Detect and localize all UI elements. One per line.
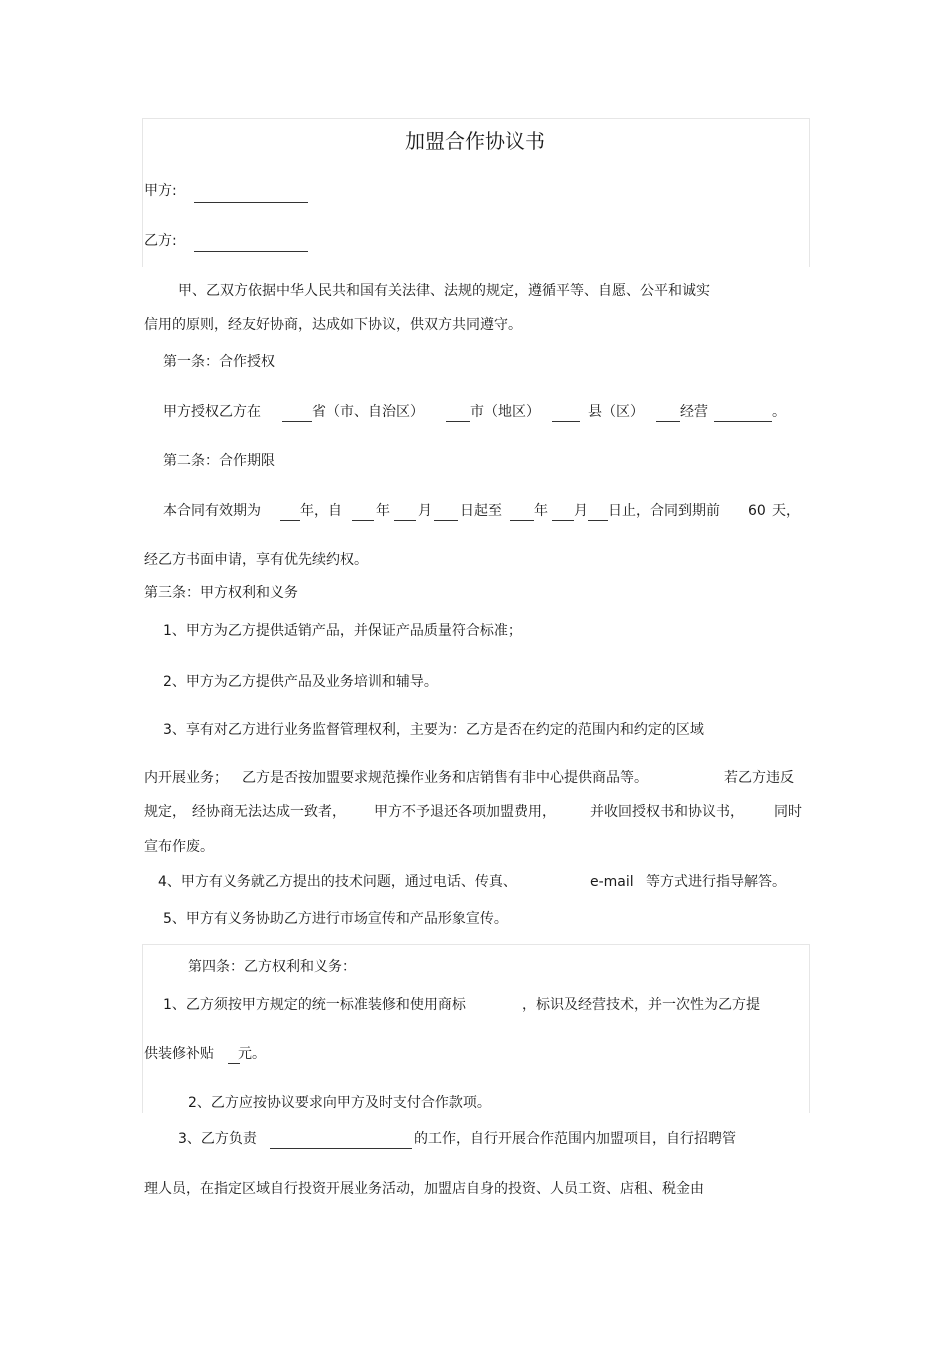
article-3-item-1: 1、甲方为乙方提供适销产品，并保证产品质量符合标准； xyxy=(163,623,522,639)
business-scope-blank[interactable] xyxy=(714,421,772,422)
article-3-item-4: 等方式进行指导解答。 xyxy=(646,874,786,890)
party-a-blank[interactable] xyxy=(194,202,308,203)
county-blank[interactable] xyxy=(552,421,580,422)
article-4-heading: 第四条：乙方权利和义务： xyxy=(188,959,356,975)
document-title: 加盟合作协议书 xyxy=(405,129,545,153)
article-4-item-2: 2、乙方应按协议要求向甲方及时支付合作款项。 xyxy=(188,1095,491,1111)
article-1-text: 省（市、自治区） xyxy=(312,404,424,420)
end-month-blank[interactable] xyxy=(552,520,574,521)
email-text: e-mail xyxy=(590,874,634,890)
subsidy-amount-blank[interactable] xyxy=(228,1063,240,1064)
responsibility-blank[interactable] xyxy=(270,1148,412,1149)
area-blank[interactable] xyxy=(656,421,680,422)
article-2-text: 月 xyxy=(418,503,432,519)
notice-days: 60 xyxy=(748,503,766,519)
article-1-text: 甲方授权乙方在 xyxy=(163,404,261,420)
article-2-text: 年 xyxy=(534,503,548,519)
article-4-item-1: 供装修补贴 xyxy=(144,1046,214,1062)
term-years-blank[interactable] xyxy=(280,520,300,521)
article-2-text: 天， xyxy=(772,503,800,519)
article-3-item-2: 2、甲方为乙方提供产品及业务培训和辅导。 xyxy=(163,674,438,690)
article-3-item-3: 甲方不予退还各项加盟费用， xyxy=(374,804,556,820)
party-b-label: 乙方: xyxy=(144,233,177,249)
start-day-blank[interactable] xyxy=(434,520,458,521)
article-3-item-3: 3、享有对乙方进行业务监督管理权利，主要为：乙方是否在约定的范围内和约定的区域 xyxy=(163,722,704,738)
article-3-item-3: 若乙方违反 xyxy=(724,770,794,786)
end-day-blank[interactable] xyxy=(588,520,608,521)
article-3-item-3: 并收回授权书和协议书， xyxy=(590,804,744,820)
article-2-text: 日止，合同到期前 xyxy=(608,503,720,519)
article-2-text: 本合同有效期为 xyxy=(163,503,261,519)
article-2-text: 年 xyxy=(376,503,390,519)
article-3-item-3: 宣布作废。 xyxy=(144,839,214,855)
article-3-heading: 第三条：甲方权利和义务 xyxy=(144,585,298,601)
article-3-item-3: 内开展业务； xyxy=(144,770,228,786)
article-1-text: 市（地区） xyxy=(470,404,540,420)
party-a-label: 甲方: xyxy=(144,183,177,199)
article-2-text: 日起至 xyxy=(460,503,502,519)
intro-line-2: 信用的原则，经友好协商，达成如下协议，供双方共同遵守。 xyxy=(144,317,522,333)
intro-line-1: 甲、乙双方依据中华人民共和国有关法律、法规的规定，遵循平等、自愿、公平和诚实 xyxy=(178,283,710,299)
article-4-item-1: 1、乙方须按甲方规定的统一标准装修和使用商标 xyxy=(163,997,466,1013)
province-blank[interactable] xyxy=(282,421,312,422)
article-4-item-3: 3、乙方负责 xyxy=(178,1131,257,1147)
article-3-item-4: 4、甲方有义务就乙方提出的技术问题，通过电话、传真、 xyxy=(158,874,517,890)
city-blank[interactable] xyxy=(446,421,470,422)
article-4-item-1: 元。 xyxy=(238,1046,266,1062)
article-2-text: 月 xyxy=(574,503,588,519)
article-1-heading: 第一条：合作授权 xyxy=(163,354,275,370)
article-4-item-3: 的工作，自行开展合作范围内加盟项目，自行招聘管 xyxy=(414,1131,736,1147)
article-4-item-3: 理人员，在指定区域自行投资开展业务活动，加盟店自身的投资、人员工资、店租、税金由 xyxy=(144,1181,704,1197)
article-3-item-5: 5、甲方有义务协助乙方进行市场宣传和产品形象宣传。 xyxy=(163,911,508,927)
party-b-blank[interactable] xyxy=(194,251,308,252)
article-3-item-3: 经协商无法达成一致者， xyxy=(192,804,346,820)
article-2-line-2: 经乙方书面申请，享有优先续约权。 xyxy=(144,552,368,568)
article-3-item-3: 同时 xyxy=(774,804,802,820)
article-3-item-3: 乙方是否按加盟要求规范操作业务和店销售有非中心提供商品等。 xyxy=(242,770,648,786)
article-2-text: 年，自 xyxy=(300,503,342,519)
article-1-text: 经营 xyxy=(680,404,708,420)
article-1-text: 。 xyxy=(772,404,786,420)
end-year-blank[interactable] xyxy=(510,520,534,521)
start-year-blank[interactable] xyxy=(352,520,374,521)
article-4-item-1: ，标识及经营技术，并一次性为乙方提 xyxy=(522,997,760,1013)
article-3-item-3: 规定， xyxy=(144,804,186,820)
article-2-heading: 第二条：合作期限 xyxy=(163,453,275,469)
start-month-blank[interactable] xyxy=(394,520,416,521)
article-1-text: 县（区） xyxy=(588,404,644,420)
